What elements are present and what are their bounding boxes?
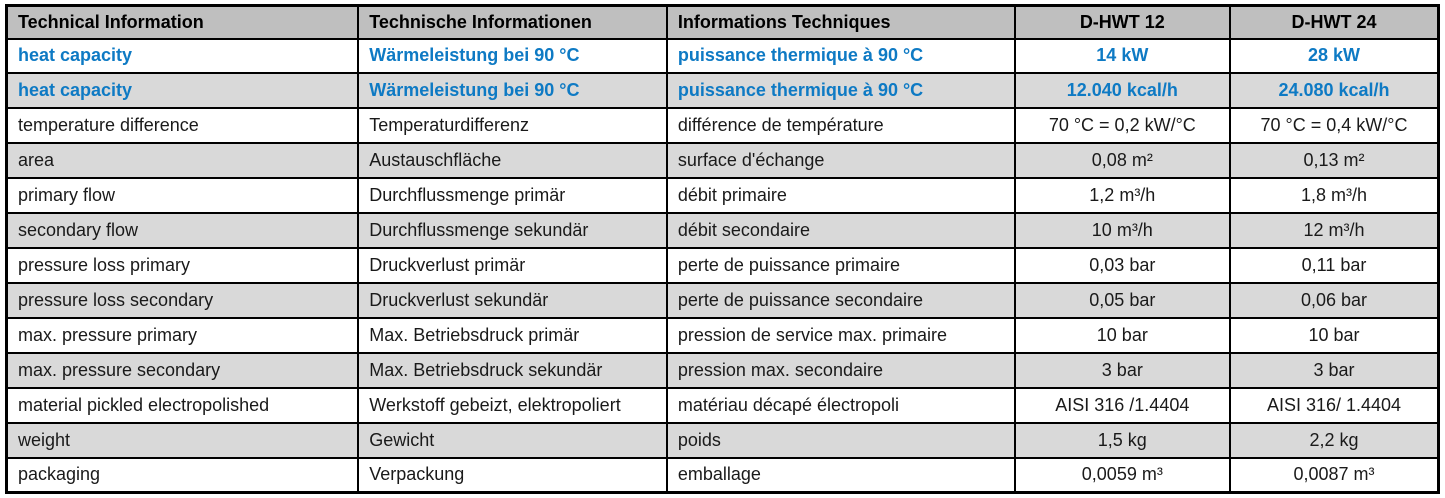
- cell-d-hwt-12: 10 m³/h: [1015, 213, 1230, 248]
- cell-d-hwt-24: 0,0087 m³: [1230, 458, 1438, 493]
- cell-en: pressure loss secondary: [7, 283, 359, 318]
- cell-en: packaging: [7, 458, 359, 493]
- cell-d-hwt-24: 70 °C = 0,4 kW/°C: [1230, 108, 1438, 143]
- table-row-secondary-flow: [7, 213, 1439, 248]
- cell-en: max. pressure secondary: [7, 353, 359, 388]
- cell-d-hwt-12: 70 °C = 0,2 kW/°C: [1015, 108, 1230, 143]
- cell-de: Durchflussmenge primär: [358, 178, 667, 213]
- cell-fr: surface d'échange: [667, 143, 1015, 178]
- cell-d-hwt-24: 2,2 kg: [1230, 423, 1438, 458]
- cell-de: Druckverlust primär: [358, 248, 667, 283]
- cell-d-hwt-12: 12.040 kcal/h: [1015, 73, 1230, 108]
- cell-de: Verpackung: [358, 458, 667, 493]
- table-row-material: [7, 388, 1439, 423]
- cell-fr: différence de température: [667, 108, 1015, 143]
- cell-d-hwt-24: 1,8 m³/h: [1230, 178, 1438, 213]
- cell-en: area: [7, 143, 359, 178]
- cell-de: Druckverlust sekundär: [358, 283, 667, 318]
- table-row-area: [7, 143, 1439, 178]
- cell-en: material pickled electropolished: [7, 388, 359, 423]
- cell-d-hwt-24: 28 kW: [1230, 39, 1438, 74]
- cell-en: heat capacity: [7, 73, 359, 108]
- cell-d-hwt-24: 12 m³/h: [1230, 213, 1438, 248]
- table-header: [7, 6, 1439, 39]
- table-row-packaging: [7, 458, 1439, 493]
- cell-fr: puissance thermique à 90 °C: [667, 73, 1015, 108]
- cell-en: secondary flow: [7, 213, 359, 248]
- cell-d-hwt-24: 24.080 kcal/h: [1230, 73, 1438, 108]
- table-row-weight: [7, 423, 1439, 458]
- column-header-german: Technische Informationen: [358, 6, 667, 39]
- cell-fr: débit primaire: [667, 178, 1015, 213]
- cell-de: Max. Betriebsdruck primär: [358, 318, 667, 353]
- cell-de: Wärmeleistung bei 90 °C: [358, 73, 667, 108]
- cell-d-hwt-12: 0,08 m²: [1015, 143, 1230, 178]
- cell-d-hwt-12: 14 kW: [1015, 39, 1230, 74]
- technical-information-table: [5, 4, 1440, 494]
- cell-fr: emballage: [667, 458, 1015, 493]
- cell-en: pressure loss primary: [7, 248, 359, 283]
- cell-d-hwt-24: 0,13 m²: [1230, 143, 1438, 178]
- cell-fr: poids: [667, 423, 1015, 458]
- cell-de: Wärmeleistung bei 90 °C: [358, 39, 667, 74]
- cell-fr: pression de service max. primaire: [667, 318, 1015, 353]
- cell-fr: débit secondaire: [667, 213, 1015, 248]
- cell-fr: perte de puissance secondaire: [667, 283, 1015, 318]
- cell-en: primary flow: [7, 178, 359, 213]
- cell-de: Austauschfläche: [358, 143, 667, 178]
- table-row-primary-flow: [7, 178, 1439, 213]
- cell-d-hwt-12: 3 bar: [1015, 353, 1230, 388]
- cell-de: Durchflussmenge sekundär: [358, 213, 667, 248]
- cell-de: Max. Betriebsdruck sekundär: [358, 353, 667, 388]
- cell-de: Temperaturdifferenz: [358, 108, 667, 143]
- table-row-max-pressure-secondary: [7, 353, 1439, 388]
- column-header-french: Informations Techniques: [667, 6, 1015, 39]
- cell-d-hwt-12: 0,05 bar: [1015, 283, 1230, 318]
- header-row: [7, 6, 1439, 39]
- cell-d-hwt-12: 10 bar: [1015, 318, 1230, 353]
- cell-fr: matériau décapé électropoli: [667, 388, 1015, 423]
- cell-en: weight: [7, 423, 359, 458]
- cell-fr: pression max. secondaire: [667, 353, 1015, 388]
- column-header-english: Technical Information: [7, 6, 359, 39]
- table-row-pressure-loss-secondary: [7, 283, 1439, 318]
- cell-d-hwt-24: 0,11 bar: [1230, 248, 1438, 283]
- cell-de: Werkstoff gebeizt, elektropoliert: [358, 388, 667, 423]
- cell-de: Gewicht: [358, 423, 667, 458]
- cell-d-hwt-12: 1,2 m³/h: [1015, 178, 1230, 213]
- cell-d-hwt-12: 0,0059 m³: [1015, 458, 1230, 493]
- cell-fr: puissance thermique à 90 °C: [667, 39, 1015, 74]
- cell-d-hwt-24: 10 bar: [1230, 318, 1438, 353]
- cell-fr: perte de puissance primaire: [667, 248, 1015, 283]
- cell-d-hwt-24: 0,06 bar: [1230, 283, 1438, 318]
- cell-d-hwt-24: 3 bar: [1230, 353, 1438, 388]
- column-header-d-hwt-12: D-HWT 12: [1015, 6, 1230, 39]
- table-row-max-pressure-primary: [7, 318, 1439, 353]
- cell-d-hwt-12: AISI 316 /1.4404: [1015, 388, 1230, 423]
- cell-d-hwt-12: 0,03 bar: [1015, 248, 1230, 283]
- table-row-pressure-loss-primary: [7, 248, 1439, 283]
- cell-en: temperature difference: [7, 108, 359, 143]
- cell-en: heat capacity: [7, 39, 359, 74]
- table-row-temperature-difference: [7, 108, 1439, 143]
- table-row-heat-capacity-kcal: [7, 73, 1439, 108]
- column-header-d-hwt-24: D-HWT 24: [1230, 6, 1438, 39]
- table-row-heat-capacity-kw: [7, 39, 1439, 74]
- cell-d-hwt-24: AISI 316/ 1.4404: [1230, 388, 1438, 423]
- cell-d-hwt-12: 1,5 kg: [1015, 423, 1230, 458]
- cell-en: max. pressure primary: [7, 318, 359, 353]
- table-body: [7, 39, 1439, 493]
